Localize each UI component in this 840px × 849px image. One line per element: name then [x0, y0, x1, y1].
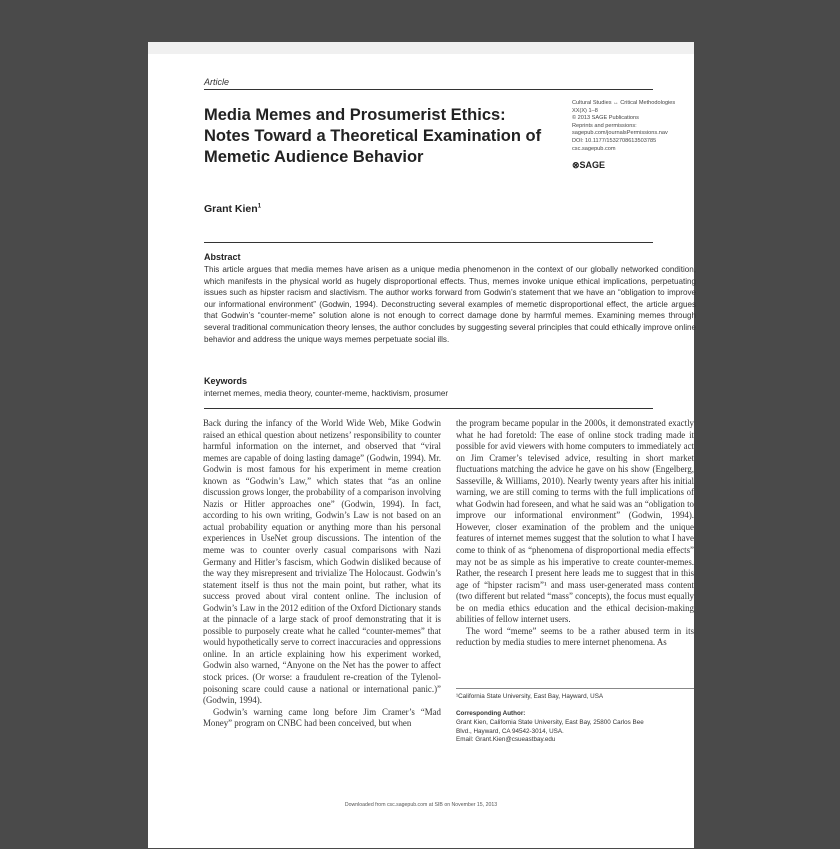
paper-page: [148, 42, 694, 848]
paper-title: Media Memes and Prosumerist Ethics: Notes Toward a Theoretical Examination of Memetic Audience Behavior: [204, 106, 542, 166]
keywords-heading: Keywords: [204, 376, 248, 386]
abstract-rule: [204, 242, 653, 243]
journal-line: XX(X) 1–8: [572, 107, 598, 114]
author-affiliation-mark: 1: [257, 203, 262, 210]
body-paragraph: The word “meme” seems to be a rather abused term in its reduction by media studies to mere internet phenomena. As: [456, 625, 694, 648]
keywords-text: internet memes, media theory, counter-meme, hacktivism, prosumer: [204, 389, 449, 398]
corresponding-author-heading: Corresponding Author:: [456, 710, 526, 717]
body-paragraph: Back during the infancy of the World Wide Web, Mike Godwin raised an ethical question about netizens’ responsibility to counter harmful information on the internet, and observed that “viral memes are capable of doing lasting damage” (Godwin, 1994). Mr. Godwin is most famous for his experiment in meme creation known as “Godwin’s Law,” which states that “as an online discussion grows longer, the probability of a comparison involving Nazis or Hitler approaches one” (Godwin, 1994). In fact, according to his own writing, Godwin’s Law is not based on an actual probability equation or anything more than his personal experiences in UseNet group discussions. The intention of the meme was to counter overly casual comparisons with Nazi Germany and Hitler’s fascism, which Godwin disliked because of the way they misrepresent and trivialize The Holocaust. Godwin’s statement itself is thus not the main point, but rather, what its success proved about viral content online. The inclusion of Godwin’s Law in the 2012 edition of the Oxford Dictionary stands at the pinnacle of a large stack of proof demonstrating that it is possible to purposely create what he called “counter-memes” that would hypothetically serve to correct inaccuracies and oppressions online. In an article explaining how his experiment worked, Godwin also warned, “Anyone on the Net has the power to affect stock prices. (Or worse: a fraudulent re-creation of the Tylenol-poisoning scare could cause a national or international panic.)” (Godwin, 1994).: [203, 418, 441, 706]
corresponding-line: Grant Kien, California State University, East Bay, 25800 Carlos Bee: [456, 719, 644, 726]
download-notice: Downloaded from csc.sagepub.com at SIB on November 15, 2013: [344, 802, 498, 808]
body-column-right: [456, 418, 694, 649]
journal-line: Cultural Studies ↔ Critical Methodologies: [572, 100, 676, 106]
body-paragraph: Godwin’s warning came long before Jim Cramer’s “Mad Money” program on CNBC had been conceived, but when: [203, 706, 441, 729]
journal-line: © 2013 SAGE Publications: [572, 115, 639, 122]
journal-line: sagepub.com/journalsPermissions.nav: [572, 130, 668, 137]
abstract-text: This article argues that media memes have arisen as a unique media phenomenon in the context of our globally networked condition, which manifests in the physical world as hugely disproportional effects. Thus, memes invoke unique ethical implications, perpetuating issues such as hipster racism and slactivism. The author works forward from Godwin’s statement that we have an “obligation to improve our informational environment” (Godwin, 1994). Deconstructing several examples of memetic disproportional effect, the article argues that Godwin’s “counter-meme” solution alone is not enough to correct damage done by harmful memes. Examining memes through several traditional communication theory lenses, the author concludes by suggesting several principles that could ethically improve online behavior and address the unique ways memes perpetuate social ills.: [204, 265, 696, 344]
corresponding-author-details: [456, 719, 644, 745]
corresponding-line: Blvd., Hayward, CA 94542-3014, USA.: [456, 727, 564, 735]
corresponding-email[interactable]: Email: Grant.Kien@csueastbay.edu: [456, 736, 556, 744]
journal-line: DOI: 10.1177/1532708613503785: [572, 137, 657, 144]
keywords-rule: [204, 408, 653, 409]
journal-info: [572, 100, 692, 153]
sage-logo: [572, 160, 605, 171]
publisher-name: SAGE: [579, 160, 606, 170]
affiliation-footnote: ¹California State University, East Bay, Hayward, USA: [456, 693, 604, 700]
article-label: Article: [204, 77, 230, 87]
journal-line: Reprints and permissions:: [572, 122, 637, 129]
body-column-left: [203, 418, 441, 730]
abstract-heading: Abstract: [204, 252, 241, 262]
body-paragraph: the program became popular in the 2000s, it demonstrated exactly what he had foretold: The ease of online stock trading made it possible for avid viewers with home computers to immediately act on Jim Cramer’s televised advice, resulting in short market fluctuations matching the advice he gave on his show (Engelberg, Sasseville, & Williams, 2010). Nearly twenty years after his initial warning, we are still coming to terms with the full implications of what Godwin had foreseen, and what he said was an “obligation to improve our informational environment” (Godwin, 1994). However, closer examination of the problem and the unique features of internet memes suggest that the solution to what I have come to think of as “phenomena of disproportional media effects” may not be as simple as his imperative to create counter-memes. Rather, the research I present here leads me to suggest that in this age of “hipster racism”¹ and mass user-generated mass content (two different but related “mass” concepts), the focus must equally be on media ethics education and the ethical decision-making abilities of fellow internet users.: [456, 418, 694, 625]
sage-logo-icon: ⊗: [572, 160, 580, 170]
page-top-band: [148, 42, 694, 54]
author-name: [204, 203, 261, 215]
footnote-rule: [456, 688, 694, 689]
author-text: Grant Kien: [204, 203, 258, 215]
header-rule: [204, 89, 653, 90]
journal-line[interactable]: csc.sagepub.com: [572, 145, 616, 152]
